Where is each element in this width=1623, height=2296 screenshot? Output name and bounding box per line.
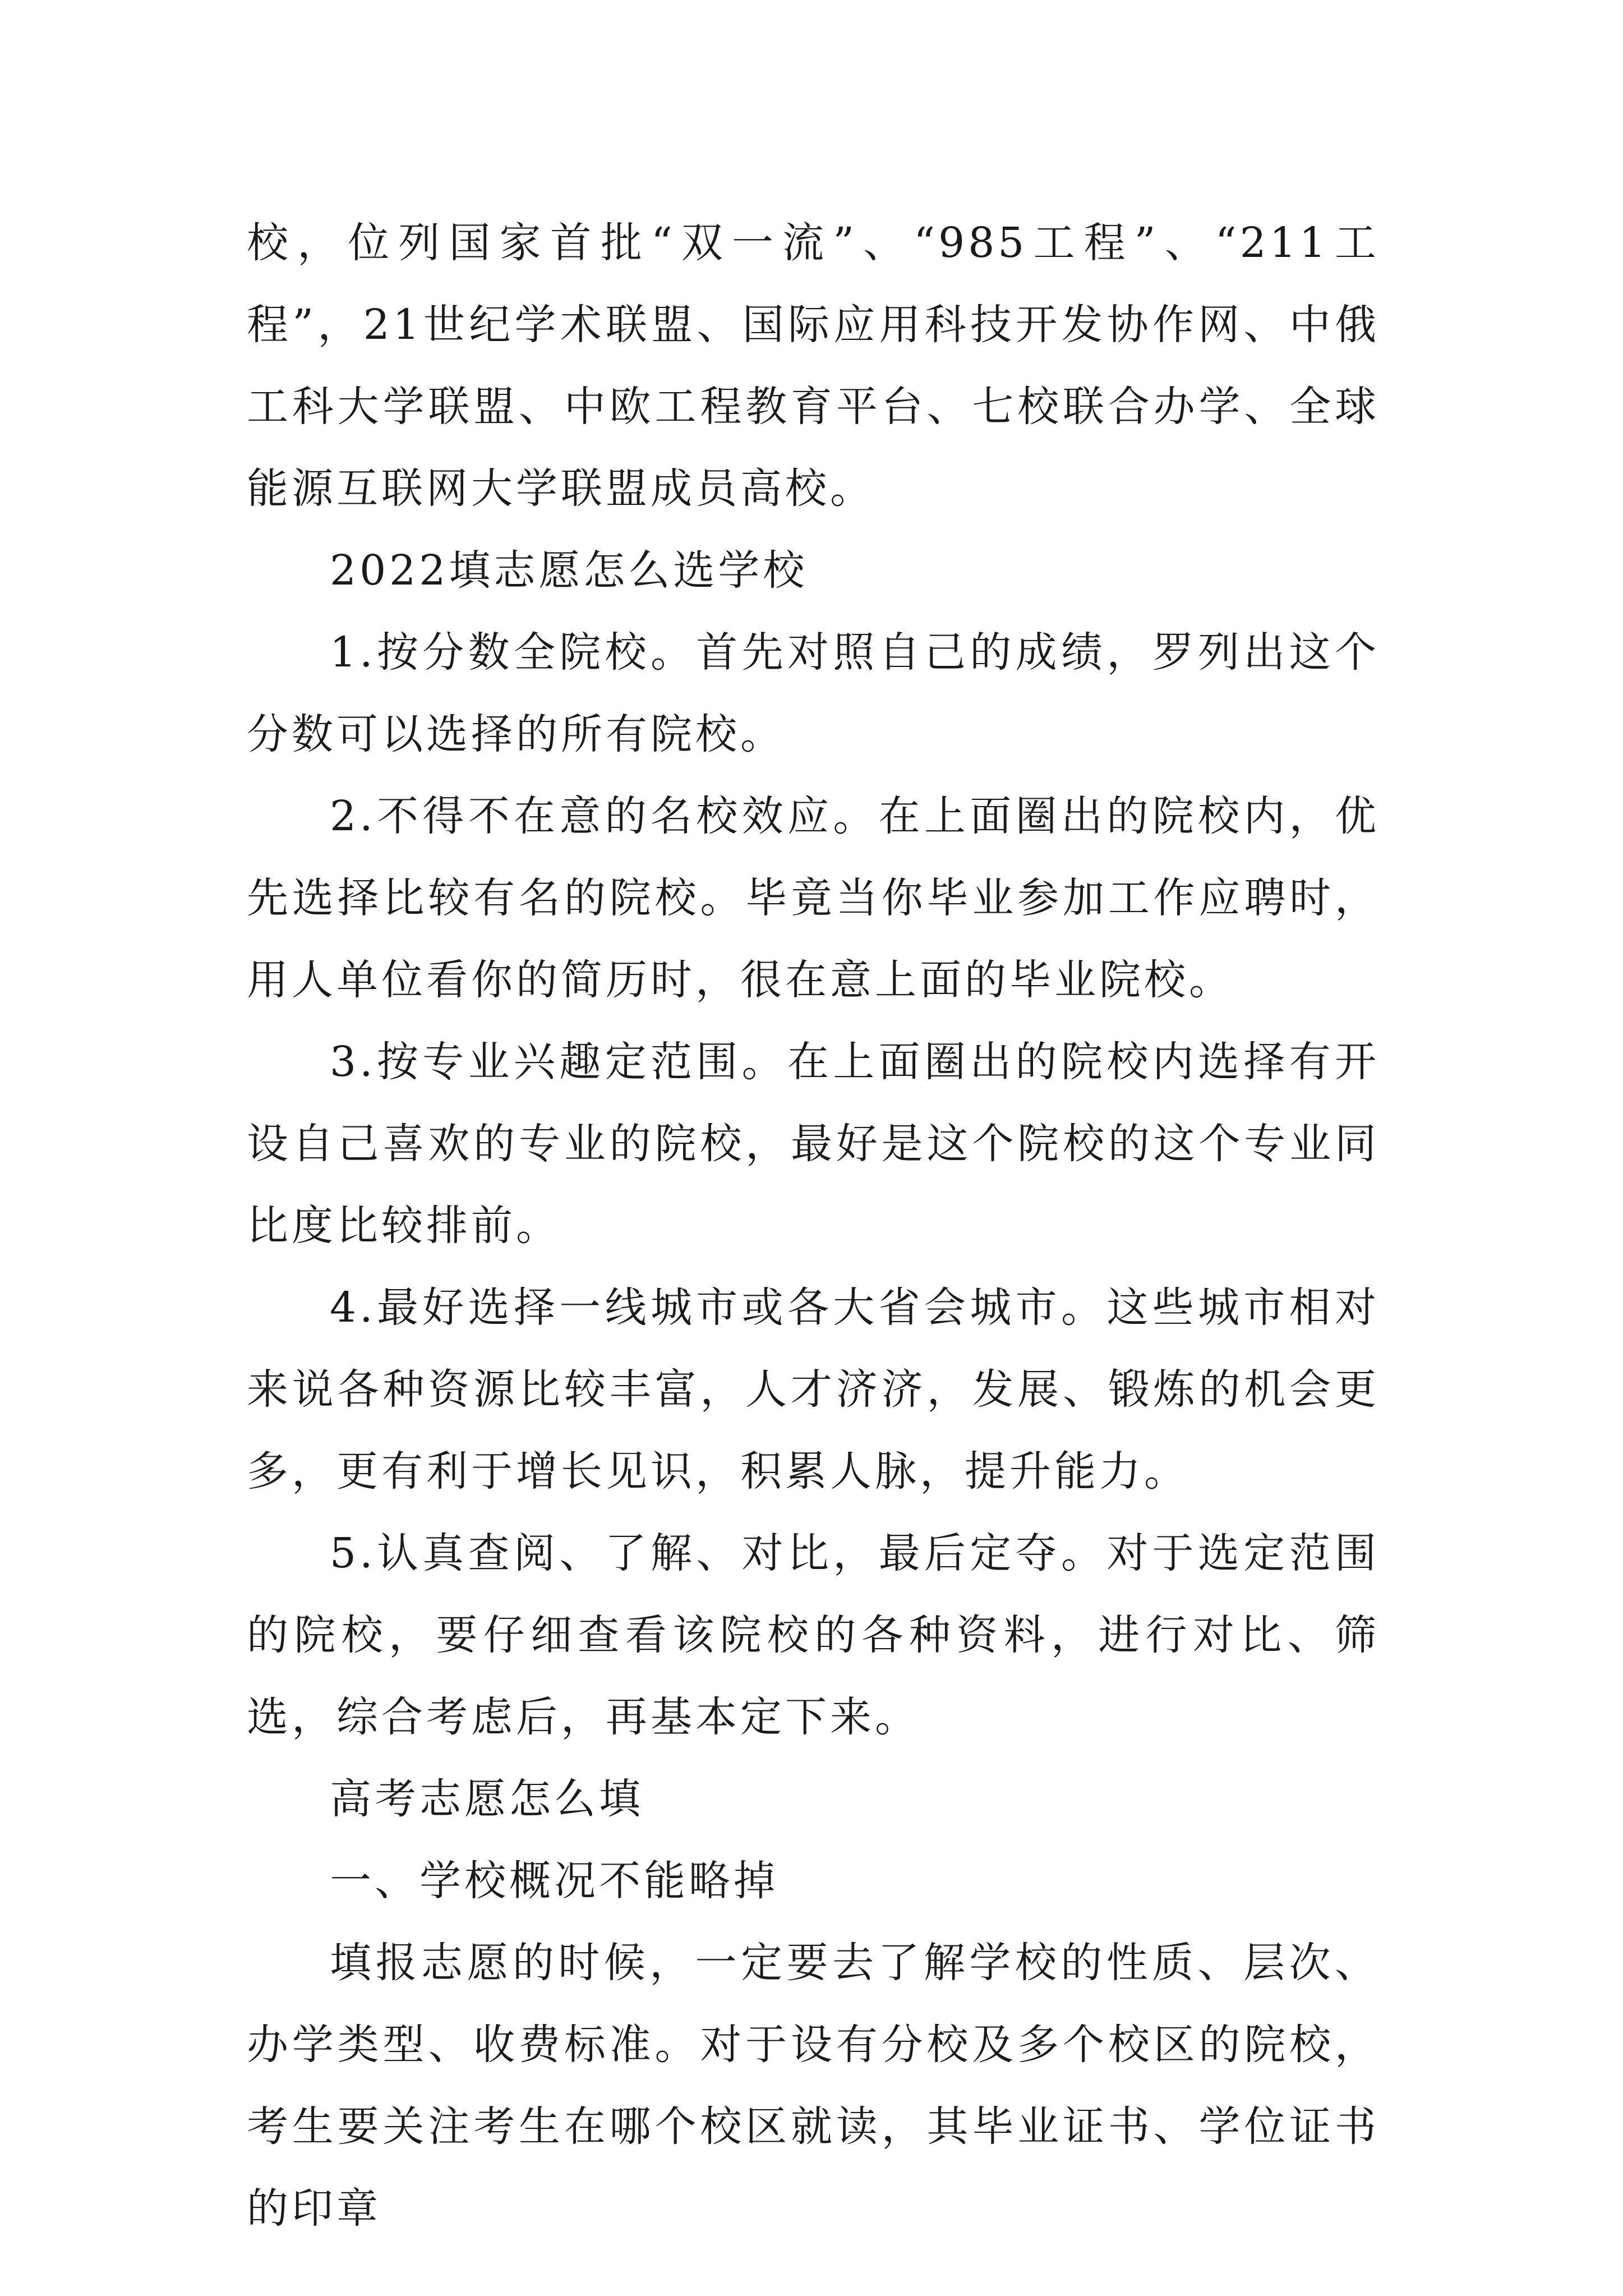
document-body (247, 202, 1380, 2249)
section-heading-choose-school: 2022填志愿怎么选学校 (330, 546, 808, 595)
paragraph-point-1: 1.按分数全院校。首先对照自己的成绩，罗列出这个分数可以选择的所有院校。 (247, 628, 1380, 758)
paragraph-point-2: 2.不得不在意的名校效应。在上面圈出的院校内，优先选择比较有名的院校。毕竟当你毕业参加工作应聘时，用人单位看你的简历时，很在意上面的毕业院校。 (247, 792, 1380, 1004)
section-heading-how-to-fill: 高考志愿怎么填 (330, 1775, 644, 1823)
paragraph-point-4: 4.最好选择一线城市或各大省会城市。这些城市相对来说各种资源比较丰富，人才济济，发展、锻炼的机会更多，更有利于增长见识，积累人脉，提升能力。 (247, 1283, 1380, 1496)
paragraph-point-5: 5.认真查阅、了解、对比，最后定夺。对于选定范围的院校，要仔细查看该院校的各种资料，进行对比、筛选，综合考虑后，再基本定下来。 (247, 1529, 1380, 1741)
paragraph-school-overview: 填报志愿的时候，一定要去了解学校的性质、层次、办学类型、收费标准。对于设有分校及多个校区的院校，考生要关注考生在哪个校区就读，其毕业证书、学位证书的印章 (247, 1939, 1380, 2233)
paragraph-continuation: 校，位列国家首批“双一流”、“985工程”、“211工程”，21世纪学术联盟、国际应用科技开发协作网、中俄工科大学联盟、中欧工程教育平台、七校联合办学、全球能源互联网大学联盟成员高校。 (247, 219, 1380, 513)
paragraph-point-3: 3.按专业兴趣定范围。在上面圈出的院校内选择有开设自己喜欢的专业的院校，最好是这个院校的这个专业同比度比较排前。 (247, 1038, 1380, 1250)
subheading-school-overview: 一、学校概况不能略掉 (330, 1857, 778, 1905)
